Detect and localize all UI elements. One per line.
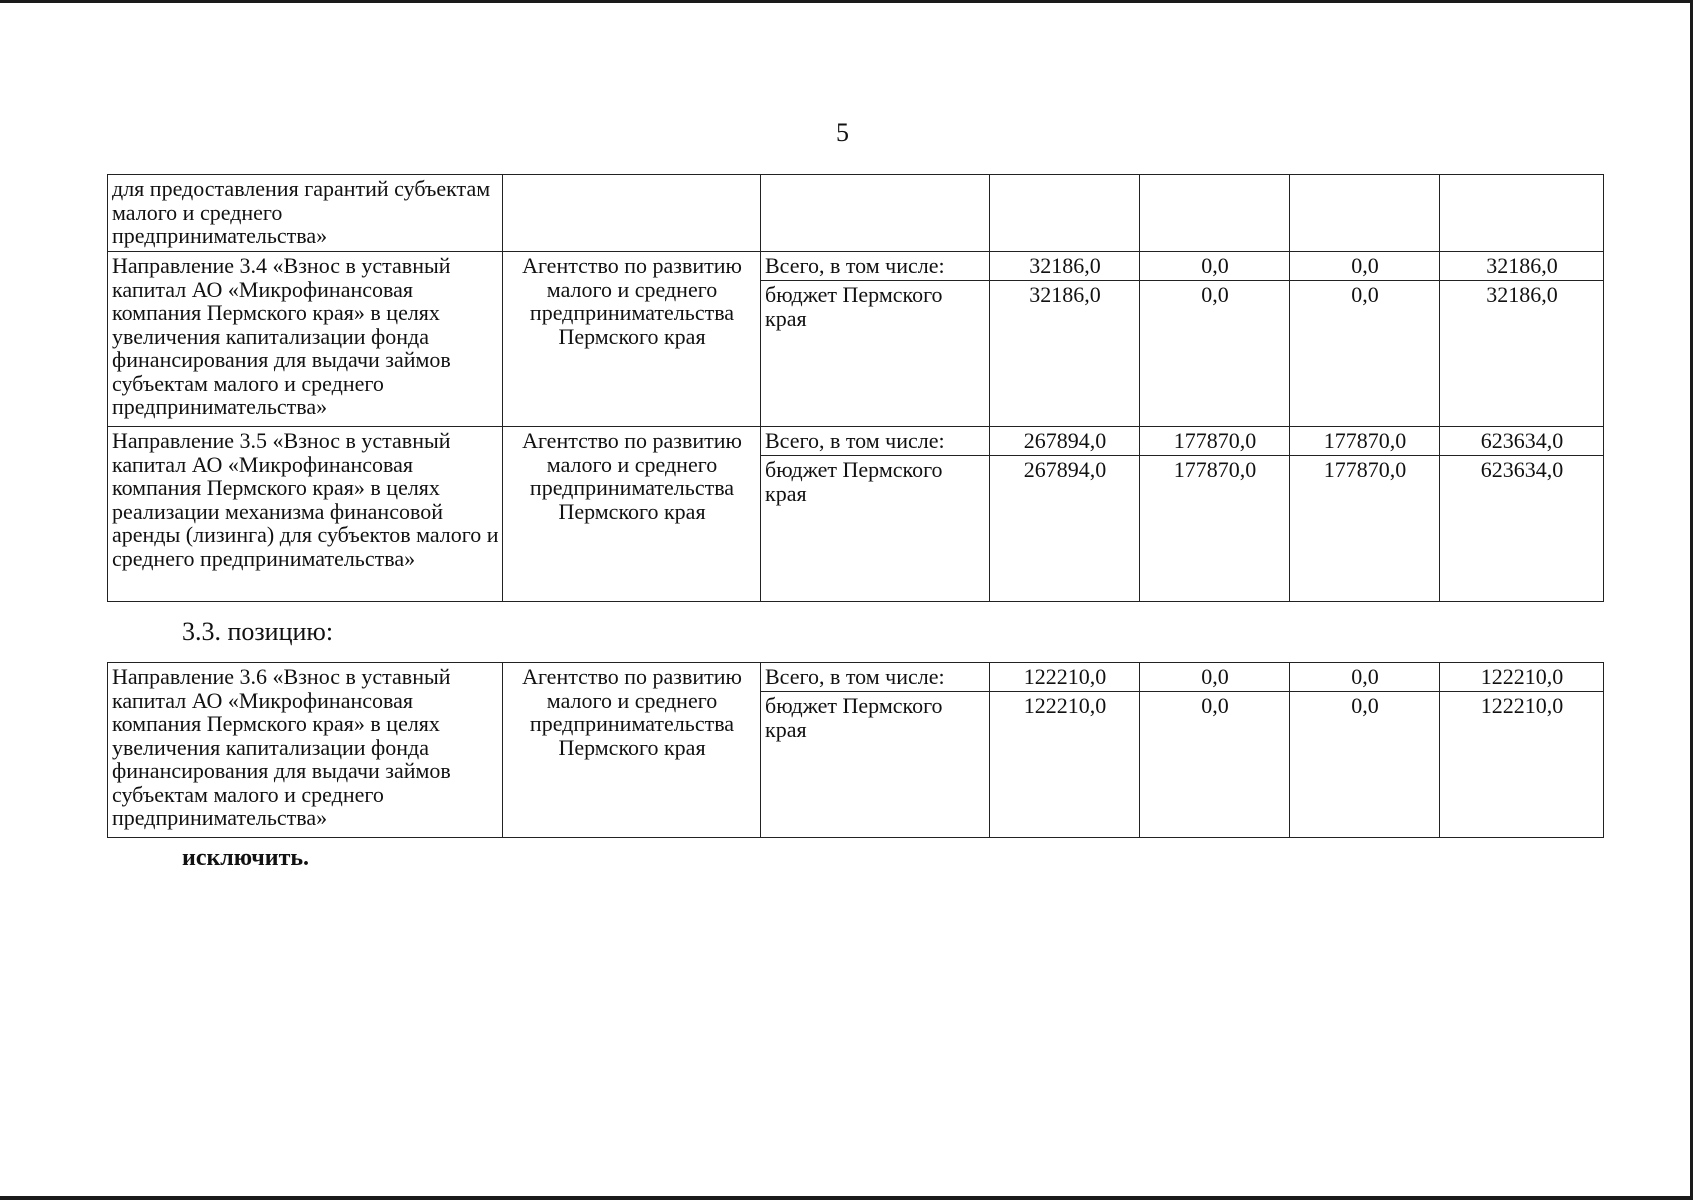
value-cell: 177870,0 [1290, 427, 1440, 456]
value-cell: 122210,0 [990, 692, 1140, 838]
source-cell: бюджет Пермского края [761, 692, 990, 838]
value-cell [1290, 175, 1440, 252]
value-cell: 0,0 [1290, 281, 1440, 427]
source-cell: Всего, в том числе: [761, 427, 990, 456]
program-table-excluded [107, 662, 1604, 838]
source-cell [761, 175, 990, 252]
scan-border-bottom [0, 1196, 1693, 1200]
value-cell [1140, 175, 1290, 252]
value-cell: 0,0 [1140, 663, 1290, 692]
executor-cell: Агентство по развитию малого и среднего предпринимательства Пермского края [503, 252, 761, 427]
value-cell: 0,0 [1140, 252, 1290, 281]
table-row-direction-3-5-total [108, 427, 1604, 456]
value-cell: 32186,0 [1440, 252, 1604, 281]
program-table-continued [107, 174, 1604, 602]
direction-name-cell: Направление 3.6 «Взнос в уставный капитал АО «Микрофинансовая компания Пермского края» в целях увеличения капитализации фонда финансирования для выдачи займов субъектам малого и среднего предпринимательства» [108, 663, 503, 838]
value-cell: 267894,0 [990, 427, 1140, 456]
value-cell: 0,0 [1290, 663, 1440, 692]
executor-cell: Агентство по развитию малого и среднего предпринимательства Пермского края [503, 663, 761, 838]
source-cell: бюджет Пермского края [761, 456, 990, 602]
source-cell: бюджет Пермского края [761, 281, 990, 427]
table-row-direction-3-4-total [108, 252, 1604, 281]
value-cell [990, 175, 1140, 252]
value-cell: 122210,0 [1440, 663, 1604, 692]
scan-border-top [0, 0, 1693, 3]
value-cell: 0,0 [1140, 692, 1290, 838]
value-cell: 623634,0 [1440, 427, 1604, 456]
source-cell: Всего, в том числе: [761, 663, 990, 692]
page-number: 5 [836, 118, 849, 147]
value-cell: 0,0 [1290, 692, 1440, 838]
executor-cell [503, 175, 761, 252]
value-cell: 177870,0 [1290, 456, 1440, 602]
value-cell: 0,0 [1290, 252, 1440, 281]
direction-name-cell: Направление 3.5 «Взнос в уставный капитал АО «Микрофинансовая компания Пермского края» в целях реализации механизма финансовой аренды (лизинга) для субъектов малого и среднего предпринимательства» [108, 427, 503, 602]
table-row-direction-3-6-total [108, 663, 1604, 692]
section-heading: 3.3. позицию: [182, 617, 334, 646]
direction-name-cell: Направление 3.4 «Взнос в уставный капитал АО «Микрофинансовая компания Пермского края» в целях увеличения капитализации фонда финансирования для выдачи займов субъектам малого и среднего предпринимательства» [108, 252, 503, 427]
value-cell: 122210,0 [1440, 692, 1604, 838]
closing-instruction: исключить. [182, 845, 310, 871]
value-cell: 32186,0 [1440, 281, 1604, 427]
value-cell: 0,0 [1140, 281, 1290, 427]
value-cell: 32186,0 [990, 281, 1140, 427]
value-cell [1440, 175, 1604, 252]
direction-name-cell: для предоставления гарантий субъектам малого и среднего предпринимательства» [108, 175, 503, 252]
value-cell: 177870,0 [1140, 427, 1290, 456]
source-cell: Всего, в том числе: [761, 252, 990, 281]
value-cell: 32186,0 [990, 252, 1140, 281]
value-cell: 122210,0 [990, 663, 1140, 692]
table-row-continuation [108, 175, 1604, 252]
value-cell: 267894,0 [990, 456, 1140, 602]
executor-cell: Агентство по развитию малого и среднего предпринимательства Пермского края [503, 427, 761, 602]
value-cell: 177870,0 [1140, 456, 1290, 602]
value-cell: 623634,0 [1440, 456, 1604, 602]
